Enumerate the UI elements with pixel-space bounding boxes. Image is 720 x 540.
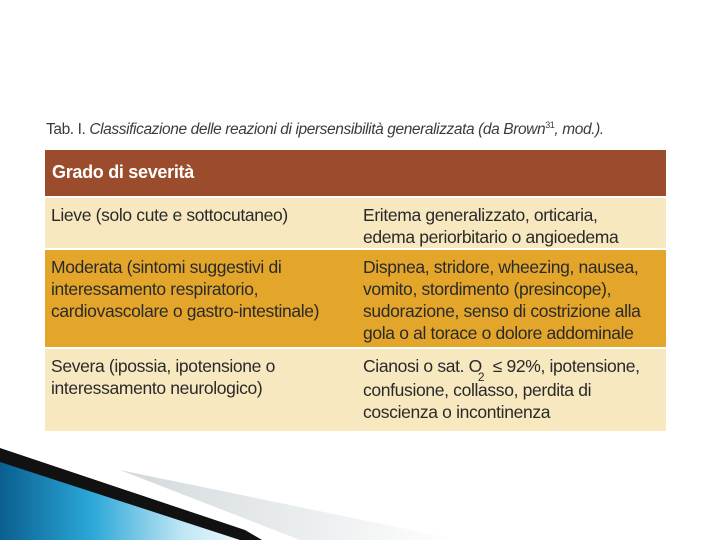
caption-ref: 31	[545, 120, 555, 130]
table-row-severe	[45, 349, 666, 431]
grade-line: Lieve (solo cute e sottocutaneo)	[51, 205, 288, 225]
caption-text: Classificazione delle reazioni di ipersensibilità generalizzata (da Brown	[89, 121, 546, 138]
grade-cell	[45, 349, 356, 431]
severity-table	[45, 150, 666, 431]
table-row-moderate	[45, 250, 666, 347]
table-row-mild	[45, 198, 666, 248]
signs-line	[363, 355, 666, 384]
table-caption	[46, 120, 686, 139]
signs-cell	[356, 198, 666, 248]
signs-cell	[356, 349, 666, 431]
signs-line: sudorazione, senso di costrizione alla	[363, 301, 641, 321]
caption-tail: , mod.).	[554, 121, 604, 138]
signs-line: vomito, stordimento (presincope),	[363, 279, 612, 299]
grade-line: Moderata (sintomi suggestivi di	[51, 257, 282, 277]
signs-line: Eritema generalizzato, orticaria,	[363, 205, 598, 225]
table-header: Grado di severità	[45, 150, 666, 196]
subscript-2: 2	[477, 370, 485, 384]
signs-line: confusione, collasso, perdita di	[363, 380, 592, 400]
grade-line: interessamento respiratorio,	[51, 279, 259, 299]
signs-line: coscienza o incontinenza	[363, 402, 551, 422]
signs-line: Dispnea, stridore, wheezing, nausea,	[363, 257, 639, 277]
signs-line: edema periorbitario o angioedema	[363, 227, 619, 247]
grade-cell	[45, 198, 356, 248]
grade-line: Severa (ipossia, ipotensione o	[51, 356, 275, 376]
grade-line: interessamento neurologico)	[51, 378, 263, 398]
signs-line: gola o al torace o dolore addominale	[363, 323, 634, 343]
signs-text: Cianosi o sat. O	[363, 356, 482, 376]
grade-line: cardiovascolare o gastro-intestinale)	[51, 301, 320, 321]
signs-text: ≤ 92%, ipotensione,	[488, 356, 640, 376]
caption-label: Tab. I.	[46, 121, 86, 138]
grade-cell	[45, 250, 356, 347]
signs-cell	[356, 250, 666, 347]
